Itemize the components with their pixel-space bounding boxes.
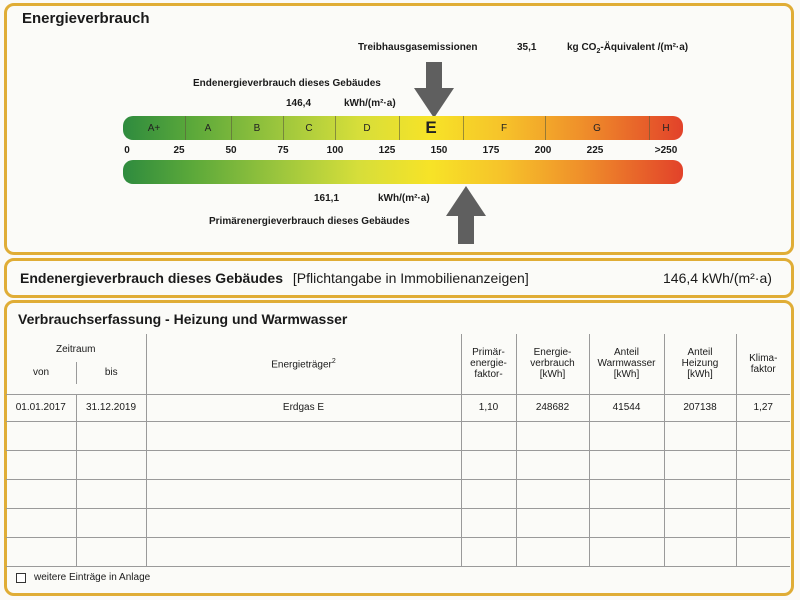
class-h: H — [662, 122, 670, 134]
row-primary-factor: 1,10 — [461, 394, 516, 421]
consumption-table — [6, 334, 790, 567]
more-entries-label: weitere Einträge in Anlage — [34, 572, 151, 583]
primary-energy-scale — [123, 160, 683, 184]
primary-energy-arrow-icon — [446, 186, 486, 249]
row-to: 31.12.2019 — [76, 394, 146, 421]
tick-25: 25 — [173, 145, 185, 156]
end-energy-unit: kWh/(m²·a) — [344, 98, 396, 109]
row-energy-use: 248682 — [516, 394, 589, 421]
summary-row — [20, 270, 529, 286]
class-b: B — [253, 122, 261, 134]
period-header: Zeitraum von bis — [6, 334, 146, 394]
tick-175: 175 — [482, 145, 500, 156]
tick-250-plus: >250 — [654, 145, 678, 156]
end-energy-value: 146,4 — [286, 98, 312, 109]
class-e-active: E — [425, 118, 437, 137]
energy-use-header: Energie- verbrauch [kWh] — [516, 334, 589, 394]
tick-50: 50 — [225, 145, 237, 156]
hot-water-header: Anteil Warmwasser [kWh] — [589, 334, 664, 394]
climate-header: Klima- faktor — [736, 334, 790, 394]
summary-value: 146,4 kWh/(m²·a) — [663, 270, 772, 286]
more-entries-option[interactable] — [16, 572, 150, 583]
table-row-empty — [6, 450, 790, 479]
summary-label: Endenergieverbrauch dieses Gebäudes — [20, 270, 283, 286]
row-hot-water: 41544 — [589, 394, 664, 421]
heating-header: Anteil Heizung [kWh] — [664, 334, 736, 394]
class-g: G — [593, 122, 601, 134]
summary-note: [Pflichtangabe in Immobilienanzeigen] — [292, 270, 529, 286]
primary-energy-label: Primärenergieverbrauch dieses Gebäudes — [209, 216, 410, 227]
primary-factor-header: Primär- energie- faktor- — [461, 334, 516, 394]
emissions-label: Treibhausgasemissionen — [358, 42, 478, 53]
from-header: von — [6, 362, 77, 384]
tick-75: 75 — [277, 145, 289, 156]
energy-section-title: Energieverbrauch — [22, 10, 150, 27]
primary-energy-unit: kWh/(m²·a) — [378, 193, 430, 204]
tick-200: 200 — [534, 145, 552, 156]
tick-150: 150 — [430, 145, 448, 156]
tick-125: 125 — [378, 145, 396, 156]
end-energy-label: Endenergieverbrauch dieses Gebäudes — [193, 78, 381, 89]
row-heating: 207138 — [664, 394, 736, 421]
row-from: 01.01.2017 — [6, 394, 76, 421]
table-row-empty — [6, 479, 790, 508]
to-header: bis — [104, 367, 118, 378]
class-a: A — [204, 122, 212, 134]
class-d: D — [363, 122, 371, 134]
table-row-empty — [6, 508, 790, 537]
efficiency-scale — [123, 116, 683, 140]
tick-225: 225 — [586, 145, 604, 156]
table-row-empty — [6, 421, 790, 450]
emissions-value: 35,1 — [517, 42, 537, 53]
class-c: C — [305, 122, 313, 134]
row-carrier: Erdgas E — [146, 394, 461, 421]
primary-energy-value: 161,1 — [314, 193, 340, 204]
class-f: F — [500, 122, 508, 134]
emissions-unit: kg $CO_2$-Äquivalent /(m²·a) — [567, 42, 689, 55]
class-a-plus: A+ — [147, 122, 161, 134]
consumption-title: Verbrauchserfassung - Heizung und Warmwasser — [18, 311, 348, 327]
tick-100: 100 — [326, 145, 344, 156]
carrier-header: Energieträger$^2$ — [146, 334, 461, 394]
table-row-empty — [6, 537, 790, 566]
row-climate: 1,27 — [736, 394, 790, 421]
more-entries-checkbox[interactable] — [16, 573, 26, 583]
table-row — [6, 394, 790, 421]
end-energy-arrow-icon — [414, 62, 454, 123]
tick-0: 0 — [124, 145, 130, 156]
